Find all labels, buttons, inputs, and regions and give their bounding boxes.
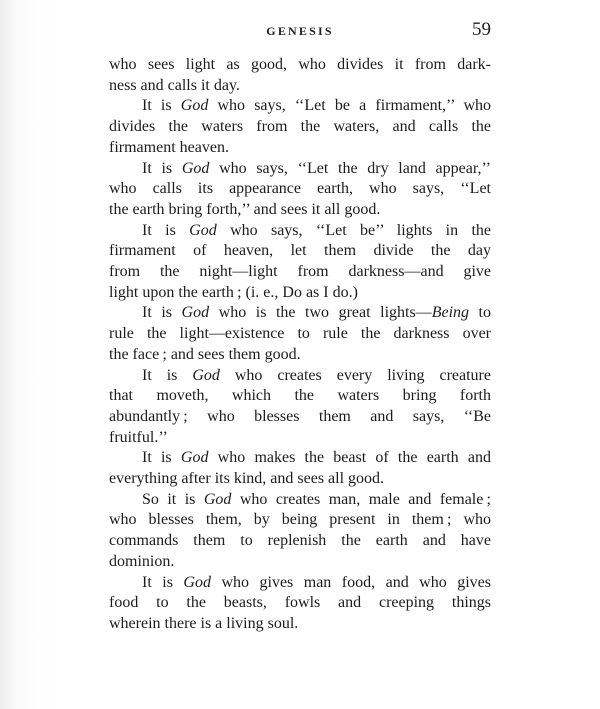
page-header-title: GENESIS: [266, 24, 334, 38]
text-segment: everything after its kind, and sees all good.: [109, 470, 385, 488]
text-line: [109, 593, 491, 614]
text-segment: It is: [142, 221, 190, 239]
text-segment: It is: [142, 449, 181, 467]
text-segment: It is: [142, 159, 182, 177]
text-line: [109, 138, 491, 159]
text-line: [109, 221, 491, 242]
text-segment: It is: [142, 97, 181, 115]
text-line: [109, 345, 491, 366]
text-line: [109, 76, 491, 97]
text-line: [109, 96, 491, 117]
text-segment: who says, ‘‘Let be a firmament,’’ who: [208, 97, 491, 115]
text-segment: who creates man, male and female ;: [231, 490, 491, 508]
text-segment: who calls its appearance earth, who says, ‘‘Let: [109, 180, 491, 198]
text-segment: who gives man food, and who gives: [210, 573, 491, 591]
text-segment: firmament of heaven, let them divide the day: [109, 242, 491, 260]
italic-text: God: [192, 366, 220, 384]
text-segment: who creates every living creature: [219, 366, 491, 384]
italic-text: Being: [431, 304, 470, 322]
text-line: [109, 428, 491, 449]
italic-text: God: [189, 221, 217, 239]
text-segment: It is: [142, 366, 193, 384]
text-line: [109, 490, 491, 511]
text-segment: from the night—light from darkness—and give: [109, 263, 491, 281]
running-header: [109, 19, 491, 41]
text-segment: who sees light as good, who divides it from dark-: [109, 56, 491, 73]
text-line: [109, 55, 491, 76]
text-line: [109, 510, 491, 531]
text-line: [109, 303, 491, 324]
italic-text: God: [181, 304, 210, 322]
text-segment: the earth bring forth,’’ and sees it all good.: [109, 200, 381, 218]
text-segment: who makes the beast of the earth and: [208, 449, 491, 467]
text-line: [109, 407, 491, 428]
text-segment: food to the beasts, fowls and creeping things: [109, 594, 491, 612]
page-text: [109, 55, 491, 635]
italic-text: God: [183, 573, 211, 591]
text-segment: So it is: [142, 490, 204, 508]
text-line: [109, 573, 491, 594]
text-segment: to: [469, 304, 492, 322]
text-segment: that moveth, which the waters bring forth: [109, 387, 491, 405]
italic-text: God: [203, 490, 232, 508]
text-segment: the face ; and sees them good.: [109, 345, 301, 363]
text-segment: divides the waters from the waters, and calls the: [109, 118, 491, 136]
text-line: [109, 552, 491, 573]
text-segment: abundantly ; who blesses them and says, ‘‘Be: [109, 407, 491, 425]
text-line: [109, 324, 491, 345]
text-segment: who says, ‘‘Let be’’ lights in the: [216, 221, 491, 239]
text-segment: It is: [142, 304, 182, 322]
page-number: 59: [472, 19, 491, 40]
italic-text: God: [181, 159, 210, 177]
text-segment: who blesses them, by being present in them ; who: [109, 511, 491, 529]
text-segment: commands them to replenish the earth and have: [109, 532, 491, 550]
text-segment: rule the light—existence to rule the darkness over: [109, 325, 491, 343]
text-line: [109, 366, 491, 387]
text-line: [109, 117, 491, 138]
text-line: [109, 241, 491, 262]
text-segment: It is: [142, 573, 184, 591]
text-segment: fruitful.’’: [109, 428, 168, 446]
text-segment: wherein there is a living soul.: [109, 614, 299, 632]
text-line: [109, 386, 491, 407]
text-line: [109, 614, 491, 635]
italic-text: God: [180, 97, 209, 115]
text-line: [109, 262, 491, 283]
text-line: [109, 469, 491, 490]
text-segment: light upon the earth ; (i. e., Do as I do.): [109, 283, 358, 301]
text-segment: who says, ‘‘Let the dry land appear,’’: [209, 159, 491, 177]
text-line: [109, 283, 491, 304]
text-line: [109, 179, 491, 200]
text-segment: firmament heaven.: [109, 138, 229, 156]
text-line: [109, 200, 491, 221]
text-segment: dominion.: [109, 552, 175, 570]
text-line: [109, 531, 491, 552]
text-segment: who is the two great lights—: [209, 304, 432, 322]
text-line: [109, 159, 491, 180]
text-line: [109, 448, 491, 469]
italic-text: God: [180, 449, 209, 467]
text-segment: ness and calls it day.: [109, 76, 240, 94]
